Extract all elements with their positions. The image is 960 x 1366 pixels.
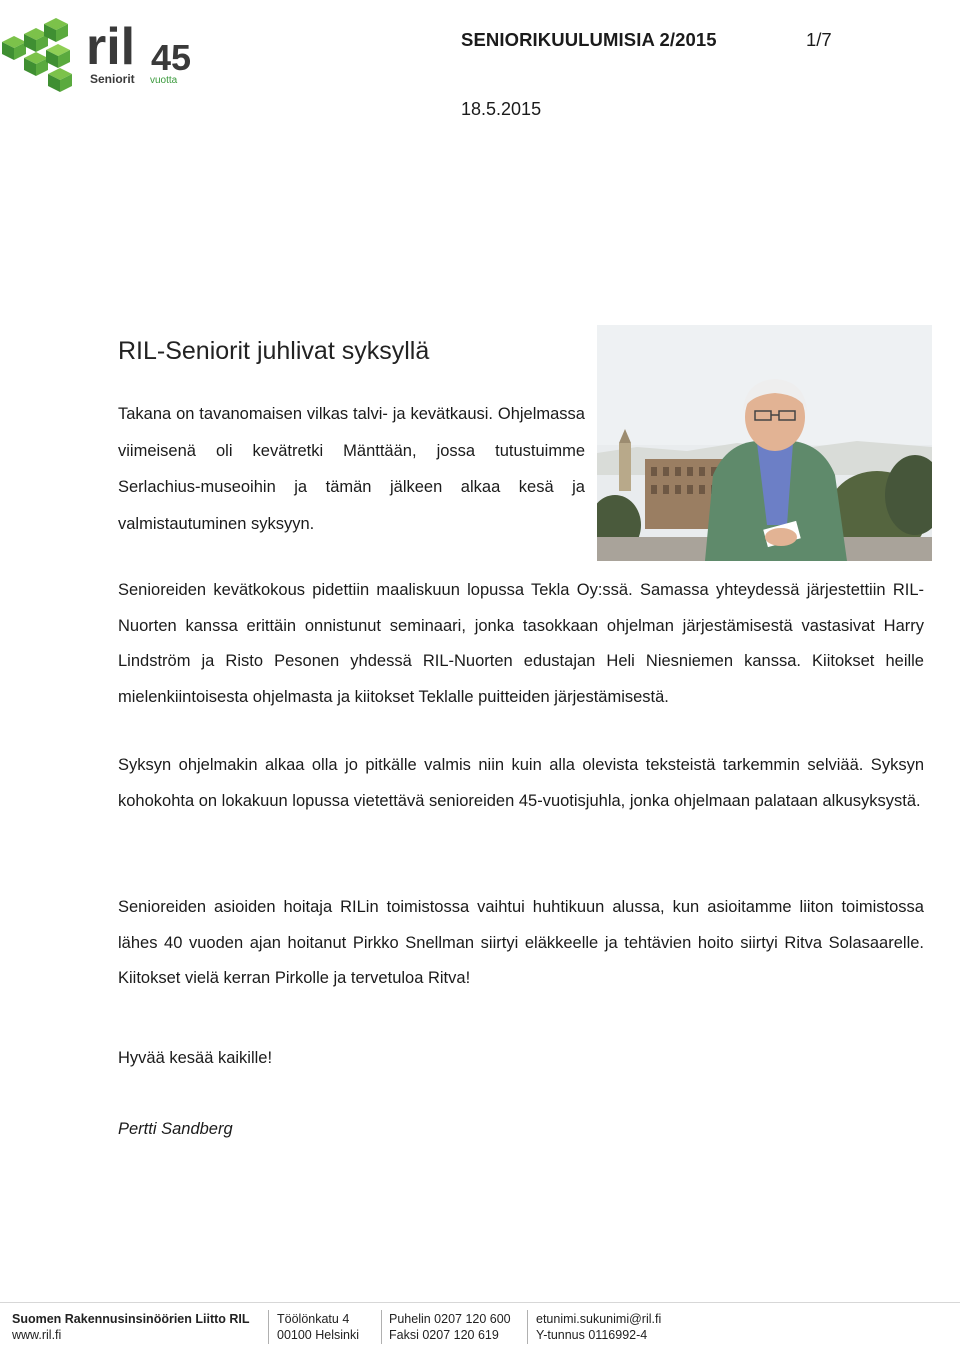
footer-phone-block [389,1311,511,1343]
footer-separator [268,1310,269,1344]
article-heading: RIL-Seniorit juhlivat syksyllä [118,337,430,365]
newsletter-title: SENIORIKUULUMISIA 2/2015 [461,29,717,50]
issue-date: 18.5.2015 [461,99,542,119]
footer-divider [0,1302,960,1303]
logo-number: 45 [151,37,192,78]
footer-org-name: Suomen Rakennusinsinöörien Liitto RIL [12,1312,250,1326]
footer-city: 00100 Helsinki [277,1328,359,1342]
footer-email-link[interactable]: etunimi.sukunimi@ril.fi [536,1312,662,1326]
paragraph-spring-meeting-start: Senioreiden kevätkokous pidettiin maaliskuun lopussa Tekla Oy:ssä. [118,581,633,599]
paragraph-spring-meeting-rest: Samassa yhteydessä järjestettiin RIL-Nuorten kanssa erittäin onnistunut seminaari, jonka tasokkaan ohjelman järjestämisestä vastasivat Harry Lindström ja Risto Pesonen yhdessä RIL-Nuorten edustajan Heli Niesniemen kanssa. Kiitokset heille mielenkiintoisesta ohjelmasta ja kiitokset Teklalle puitteiden järjestämisestä. [118,581,924,706]
footer-address [277,1311,359,1343]
intro-paragraph: Takana on tavanomaisen vilkas talvi- ja kevätkausi. Ohjelmassa viimeisenä oli kevätretki Mänttään, jossa tutustuimme Serlachius-museoihin ja tämän jälkeen alkaa kesä ja valmistautuminen syksyyn. [118,405,585,533]
signature: Pertti Sandberg [118,1120,233,1138]
paragraph-autumn-program: Syksyn ohjelmakin alkaa olla jo pitkälle valmis niin kuin alla olevista teksteistä tarkemmin selviää. Syksyn kohokohta on lokakuun lopussa vietettävä senioreiden 45-vuotisjuhla, jonka ohjelmaan palataan alkusyksystä. [118,756,924,810]
logo-subtitle: Seniorit [90,72,135,86]
footer-street: Töölönkatu 4 [277,1312,350,1326]
paragraph-spring-meeting [118,573,924,715]
greeting: Hyvää kesää kaikille! [118,1049,273,1067]
footer-separator [381,1310,382,1344]
green-cubes-icon [2,18,72,92]
footer-separator [527,1310,528,1344]
logo-wordmark: ril [86,18,136,76]
footer-website-link[interactable]: www.ril.fi [12,1328,62,1342]
footer-phone: Puhelin 0207 120 600 [389,1312,511,1326]
portrait-photo [597,325,932,561]
footer-contact-block [536,1311,661,1343]
footer-business-id: Y-tunnus 0116992-4 [536,1328,648,1342]
ril-45-seniorit-logo [0,12,196,94]
paragraph-office-change: Senioreiden asioiden hoitaja RILin toimistossa vaihtui huhtikuun alussa, kun asioitamme liiton toimistossa lähes 40 vuoden ajan hoitanut Pirkko Snellman siirtyi eläkkeelle ja tehtävien hoito siirtyi Ritva Solasaarelle. Kiitokset vielä kerran Pirkolle ja tervetuloa Ritva! [118,898,924,987]
footer-fax: Faksi 0207 120 619 [389,1328,499,1342]
logo-subtitle-2: vuotta [150,75,178,86]
page-number: 1/7 [806,29,832,50]
footer-organization [12,1311,250,1343]
